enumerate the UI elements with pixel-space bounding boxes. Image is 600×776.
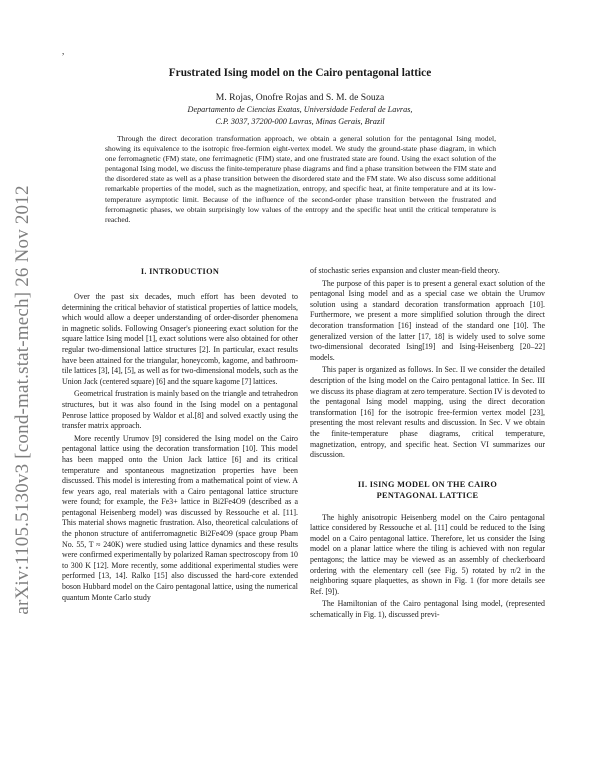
affiliation-line-2: C.P. 3037, 37200-000 Lavras, Minas Gerais, Brazil xyxy=(215,117,385,126)
intro-continuation: of stochastic series expansion and cluster mean-field theory. xyxy=(310,266,500,275)
right-column xyxy=(310,266,545,623)
section-2-heading xyxy=(310,479,545,501)
affiliation xyxy=(60,104,540,128)
intro-paragraph-2: Geometrical frustration is mainly based on the triangle and tetrahedron structures, but it was also found in the Ising model on a pentagonal Penrose lattice proposed by Waldor et al.[8] and solved exactly using the transfer matrix approach. xyxy=(62,389,298,431)
paper-authors: M. Rojas, Onofre Rojas and S. M. de Souza xyxy=(215,92,385,103)
intro-paragraph-5: This paper is organized as follows. In Sec. II we consider the detailed description of the Ising model on the Cairo pentagonal lattice. In Sec. III we discuss its phase diagram at zero temperature. Section IV is devoted to the pentagonal Ising model mapping, using the direct decoration transformation [16] for the isotropic free-fermion vertex model [23], presenting the most relevant results and discussion. In Sec. V we obtain the finite-temperature phase diagrams, critical temperature, magnetization, entropy, and specific heat. Section VI summarizes our discussion. xyxy=(310,365,545,460)
intro-paragraph-4: The purpose of this paper is to present a general exact solution of the pentagonal Ising model and as a special case we obtain the Urumov solution using a standard decoration transformation approach [10]. Furthermore, we present a more simplified solution through the direct decoration transformation [16] instead of the standard one [10]. The generalized version of the latter [17, 18] is widely used to solve some two-dimensional decorated Ising[19] and Ising-Heisenberg [20–22] models. xyxy=(310,278,545,362)
abstract: Through the direct decoration transformation approach, we obtain a general solution for the pentagonal Ising model, showing its equivalence to the isotropic free-fermion eight-vertex model. We study the ground-state phase diagram, in which one ferromagnetic (FM) state, one ferrimagnetic (FIM) state, and one frustrated state are found. Using the exact solution of the pentagonal Ising model, we discuss the finite-temperature phase diagrams and find a phase transition between the FIM state and the disordered state as well as a phase transition between the disordered state and the FM state. We also discuss some additional remarkable properties of the model, such as the magnetization, entropy, and specific heat, at finite temperature and at its low-temperature asymptotic limit. Because of the influence of the second-order phase transition between the frustrated and ferromagnetic phases, we obtain surprisingly low values of the entropy and the specific heat until the critical temperature is reached. xyxy=(105,134,496,224)
section-2-paragraph-1: The highly anisotropic Heisenberg model on the Cairo pentagonal lattice considered by Ressouche et al. [11] could be reduced to the Ising model on a Cairo pentagonal lattice. Therefore, let us consider the Ising model on a planar lattice where the tiling is achieved with non regular pentagons; the lattice may be viewed as an assembly of checkerboard ordering with the elementary cell (see Fig. 5) rotated by π/2 in the neighboring square plaquettes, as shown in Fig. 1 (for more details see Ref. [9]). xyxy=(310,512,545,596)
paper-title: Frustrated Ising model on the Cairo pentagonal lattice xyxy=(168,67,432,79)
arxiv-stamp-text: arXiv:1105.5130v3 [cond-mat.stat-mech] 26 Nov 2012 xyxy=(12,185,33,615)
arxiv-stamp xyxy=(2,150,44,650)
intro-paragraph-3: More recently Urumov [9] considered the Ising model on the Cairo pentagonal lattice using the decoration transformation [10]. This model has been mapped onto the Union Jack lattice [6] and its critical temperature and spontaneous magnetization properties have been discussed. This model is interesting from a mathematical point of view. A few years ago, real materials with a Cairo pentagonal lattice structure were found; for example, the Fe3+ lattice in Bi2Fe4O9 (described as a pentagonal Heisenberg model) was discussed by Ressouche et al. [11]. This material shows magnetic frustration. Also, theoretical calculations of the phonon structure of antiferromagnetic Bi2Fe4O9 (space group Pbam No. 55, T ≈ 240K) were studied using lattice dynamics and these results were confirmed experimentally by polarized Raman spectroscopy from 10 to 300 K [12]. More recently, some additional experimental studies were performed [13, 14]. Ralko [15] also discussed the hard-core extended boson Hubbard model on the Cairo pentagonal lattice, using the numerical quantum Monte Carlo study xyxy=(62,433,298,602)
section-1-heading-block xyxy=(62,267,298,276)
intro-paragraph-1: Over the past six decades, much effort has been devoted to determining the critical behavior of statistical properties of lattice models, which would allow a deeper understanding of order-disorder phenomena in magnetic solids. Following Onsager's pioneering exact solution for the square lattice Ising model [1], exact solutions were also obtained for other regular two-dimensional lattice structures [2]. In particular, exact results have been attained for the triangular, honeycomb, kagome, and bathroom-tile lattices [3], [4], [5], as well as for two-dimensional models, such as the Union Jack (centered square) [6] and the square kagome [7] lattices. xyxy=(62,292,298,386)
section-2-heading-line-2: PENTAGONAL LATTICE xyxy=(376,490,479,500)
section-2-paragraph-2: The Hamiltonian of the Cairo pentagonal Ising model, (represented schematically in Fig. 1), discussed previ- xyxy=(310,599,545,620)
section-2-heading-line-1: II. ISING MODEL ON THE CAIRO xyxy=(357,479,498,489)
corner-mark: , xyxy=(62,46,65,56)
affiliation-line-1: Departamento de Ciencias Exatas, Universidade Federal de Lavras, xyxy=(187,105,413,114)
left-column xyxy=(62,292,298,605)
section-1-heading: I. INTRODUCTION xyxy=(140,267,220,276)
